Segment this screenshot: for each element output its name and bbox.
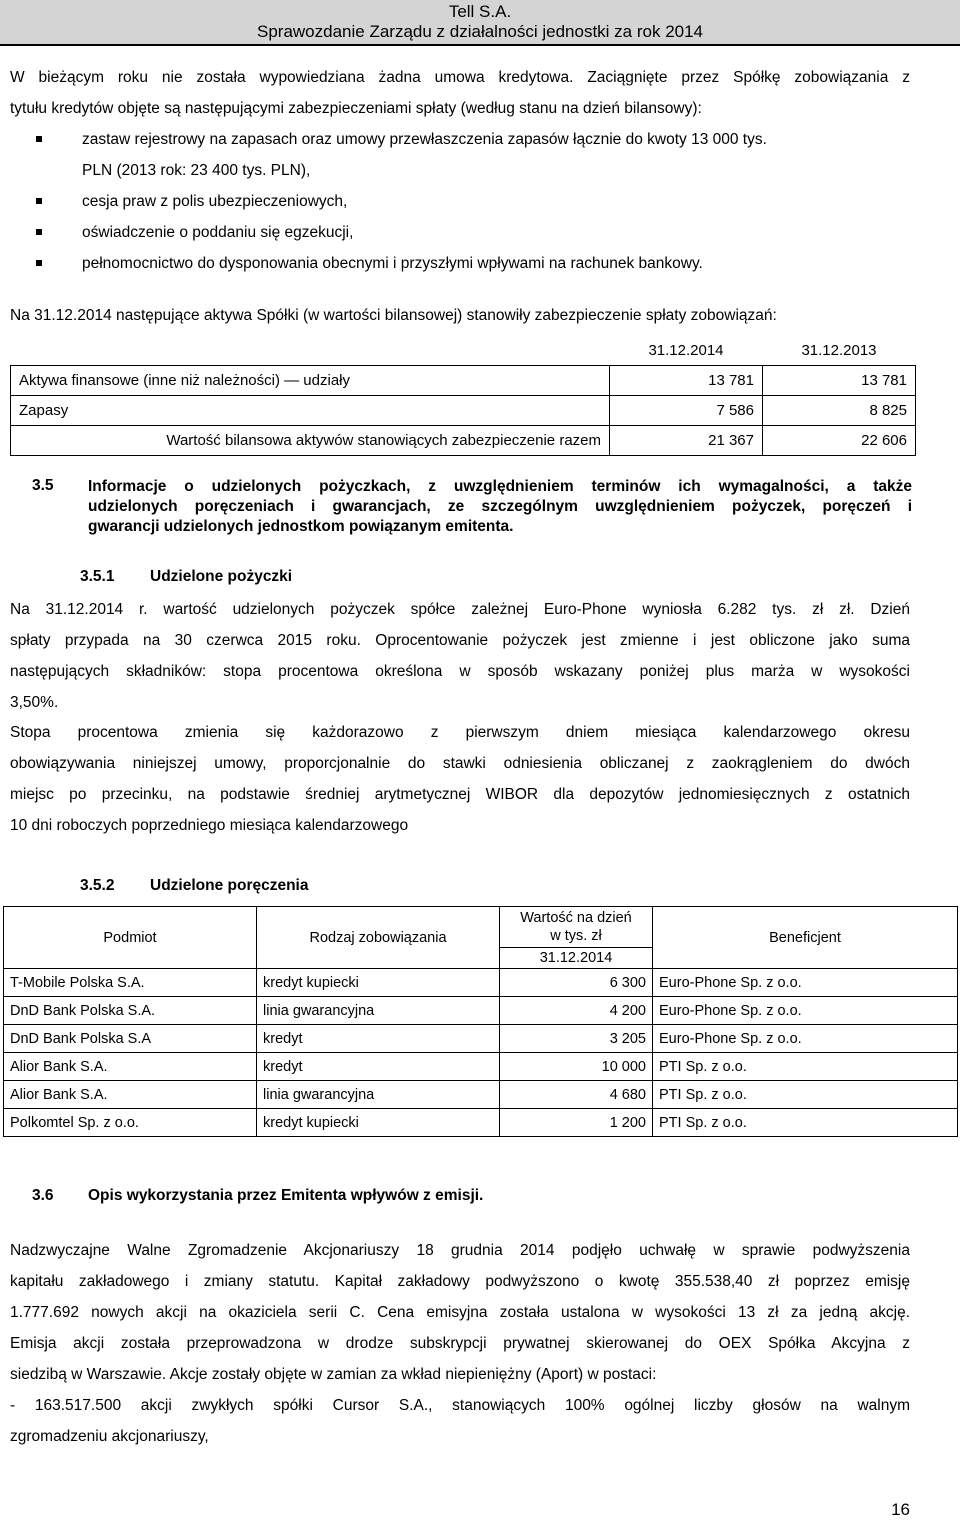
cell-value: 3 205 [500, 1025, 653, 1053]
section-title: Opis wykorzystania przez Emitenta wpływów z emisji. [88, 1187, 484, 1204]
assets-intro: Na 31.12.2014 następujące aktywa Spółki (w wartości bilansowej) stanowiły zabezpieczenie spłaty zobowiązań: [10, 307, 777, 324]
cell-value: 7 586 [610, 396, 763, 426]
loan-text-line: następujących składników: stopa procentowa określona w sposób wskazany poniżej plus marża w wysokości [10, 663, 910, 680]
cell-type: linia gwarancyjna [257, 997, 500, 1025]
table-row-total [11, 426, 916, 456]
emission-text-line: Nadzwyczajne Walne Zgromadzenie Akcjonariuszy 18 grudnia 2014 podjęło uchwałę w sprawie podwyższenia [10, 1242, 910, 1259]
bullet-item: oświadczenie o poddaniu się egzekucji, [82, 224, 354, 241]
subsection-title: Udzielone poręczenia [150, 877, 309, 894]
bullet-icon [36, 229, 42, 235]
loan-text-line: 10 dni roboczych poprzedniego miesiąca kalendarzowego [10, 817, 409, 834]
guarantees-table [3, 906, 958, 1137]
bullet-item-cont: PLN (2013 rok: 23 400 tys. PLN), [82, 162, 311, 179]
company-name: Tell S.A. [448, 2, 512, 21]
loan-text-line: miejsc po przecinku, na podstawie średniej arytmetycznej WIBOR dla depozytów jednomiesięcznych z ostatnich [10, 786, 910, 803]
cell-type: kredyt [257, 1025, 500, 1053]
cell-type: kredyt kupiecki [257, 969, 500, 997]
report-title: Sprawozdanie Zarządu z działalności jednostki za rok 2014 [256, 22, 704, 41]
col-header-line: w tys. zł [550, 928, 602, 944]
cell-value: 13 781 [610, 366, 763, 396]
cell-type: kredyt kupiecki [257, 1109, 500, 1137]
credit-intro-line1: W bieżącym roku nie została wypowiedziana żadna umowa kredytowa. Zaciągnięte przez Spółkę zobowiązania z [10, 69, 910, 86]
cell-type: kredyt [257, 1053, 500, 1081]
cell-beneficiary: PTI Sp. z o.o. [653, 1053, 958, 1081]
cell-value: 22 606 [763, 426, 916, 456]
subsection-title: Udzielone pożyczki [150, 568, 293, 585]
cell-entity: T-Mobile Polska S.A. [4, 969, 257, 997]
cell-value: 8 825 [763, 396, 916, 426]
subsection-number: 3.5.1 [80, 568, 115, 585]
col-header-line: Wartość na dzień [520, 910, 632, 926]
loan-text-line: obowiązywania niniejszej umowy, proporcjonalnie do stawki odniesienia obliczanej z zaokrągleniem do dwóch [10, 755, 910, 772]
cell-beneficiary: PTI Sp. z o.o. [653, 1081, 958, 1109]
emission-text-line: - 163.517.500 akcji zwykłych spółki Cursor S.A., stanowiących 100% ogólnej liczby głosów na walnym [10, 1397, 910, 1414]
col-header: 31.12.2014 [648, 342, 724, 359]
table-row [4, 1025, 958, 1053]
credit-intro-line2: tytułu kredytów objęte są następującymi zabezpieczeniami spłaty (według stanu na dzień bilansowy): [10, 100, 702, 117]
table-row [11, 396, 916, 426]
section-title: gwarancji udzielonych jednostkom powiązanym emitenta. [88, 518, 514, 535]
page-number: 16 [891, 1500, 910, 1519]
cell-entity: DnD Bank Polska S.A [4, 1025, 257, 1053]
section-number: 3.6 [32, 1187, 54, 1204]
section-number: 3.5 [32, 477, 54, 494]
cell-beneficiary: Euro-Phone Sp. z o.o. [653, 1025, 958, 1053]
subsection-number: 3.5.2 [80, 877, 115, 894]
table-row [4, 969, 958, 997]
bullet-icon [36, 260, 42, 266]
row-label: Wartość bilansowa aktywów stanowiących zabezpieczenie razem [11, 426, 610, 456]
cell-value: 4 200 [500, 997, 653, 1025]
table-row [11, 366, 916, 396]
assets-table [10, 336, 916, 456]
table-header-row [4, 907, 958, 948]
cell-entity: DnD Bank Polska S.A. [4, 997, 257, 1025]
cell-value: 13 781 [763, 366, 916, 396]
cell-entity: Alior Bank S.A. [4, 1053, 257, 1081]
cell-value: 6 300 [500, 969, 653, 997]
col-header [500, 907, 653, 948]
emission-text-line: kapitału zakładowego i zmiany statutu. Kapitał zakładowy podwyższono o kwotę 355.538,40 zł poprzez emisję [10, 1273, 910, 1290]
emission-text-line: zgromadzeniu akcjonariuszy, [10, 1428, 209, 1445]
table-row [4, 997, 958, 1025]
loan-text-line: Stopa procentowa zmienia się każdorazowo z pierwszym dniem miesiąca kalendarzowego okresu [10, 724, 910, 741]
page-header [0, 0, 960, 46]
table-row [4, 1109, 958, 1137]
col-header: Beneficjent [653, 907, 958, 969]
bullet-item: zastaw rejestrowy na zapasach oraz umowy przewłaszczenia zapasów łącznie do kwoty 13 000 tys. [82, 131, 767, 148]
table-row [4, 1081, 958, 1109]
emission-text-line: siedzibą w Warszawie. Akcje zostały objęte w zamian za wkład niepieniężny (Aport) w postaci: [10, 1366, 657, 1383]
cell-type: linia gwarancyjna [257, 1081, 500, 1109]
cell-beneficiary: PTI Sp. z o.o. [653, 1109, 958, 1137]
loan-text-line: Na 31.12.2014 r. wartość udzielonych pożyczek spółce zależnej Euro-Phone wyniosła 6.282 tys. zł zł. Dzień [10, 601, 910, 618]
table-row [4, 1053, 958, 1081]
bullet-icon [36, 136, 42, 142]
bullet-item: cesja praw z polis ubezpieczeniowych, [82, 193, 348, 210]
col-header: Podmiot [4, 907, 257, 969]
cell-value: 21 367 [610, 426, 763, 456]
cell-beneficiary: Euro-Phone Sp. z o.o. [653, 969, 958, 997]
loan-text-line: 3,50%. [10, 694, 59, 711]
col-header: Rodzaj zobowiązania [257, 907, 500, 969]
bullet-item: pełnomocnictwo do dysponowania obecnymi i przyszłymi wpływami na rachunek bankowy. [82, 255, 703, 272]
bullet-icon [36, 198, 42, 204]
cell-value: 4 680 [500, 1081, 653, 1109]
col-header: 31.12.2013 [801, 342, 877, 359]
cell-entity: Alior Bank S.A. [4, 1081, 257, 1109]
emission-text-line: 1.777.692 nowych akcji na okaziciela serii C. Cena emisyjna została ustalona w wysokości 13 zł za jedną akcję. [10, 1304, 910, 1321]
table-header-row [11, 336, 916, 366]
row-label: Aktywa finansowe (inne niż należności) — udziały [11, 366, 610, 396]
cell-beneficiary: Euro-Phone Sp. z o.o. [653, 997, 958, 1025]
section-title: udzielonych poręczeniach i gwarancjach, ze szczególnym uwzględnieniem pożyczek, poręczeń i [88, 498, 912, 515]
row-label: Zapasy [11, 396, 610, 426]
emission-text-line: Emisja akcji została przeprowadzona w drodze subskrypcji prywatnej skierowanej do OEX Spółka Akcyjna z [10, 1335, 910, 1352]
col-header-date: 31.12.2014 [500, 948, 653, 969]
loan-text-line: spłaty przypada na 30 czerwca 2015 roku. Oprocentowanie pożyczek jest zmienne i jest obliczone jako suma [10, 632, 910, 649]
cell-value: 1 200 [500, 1109, 653, 1137]
section-title: Informacje o udzielonych pożyczkach, z uwzględnieniem terminów ich wymagalności, a także [88, 478, 912, 495]
cell-entity: Polkomtel Sp. z o.o. [4, 1109, 257, 1137]
cell-value: 10 000 [500, 1053, 653, 1081]
